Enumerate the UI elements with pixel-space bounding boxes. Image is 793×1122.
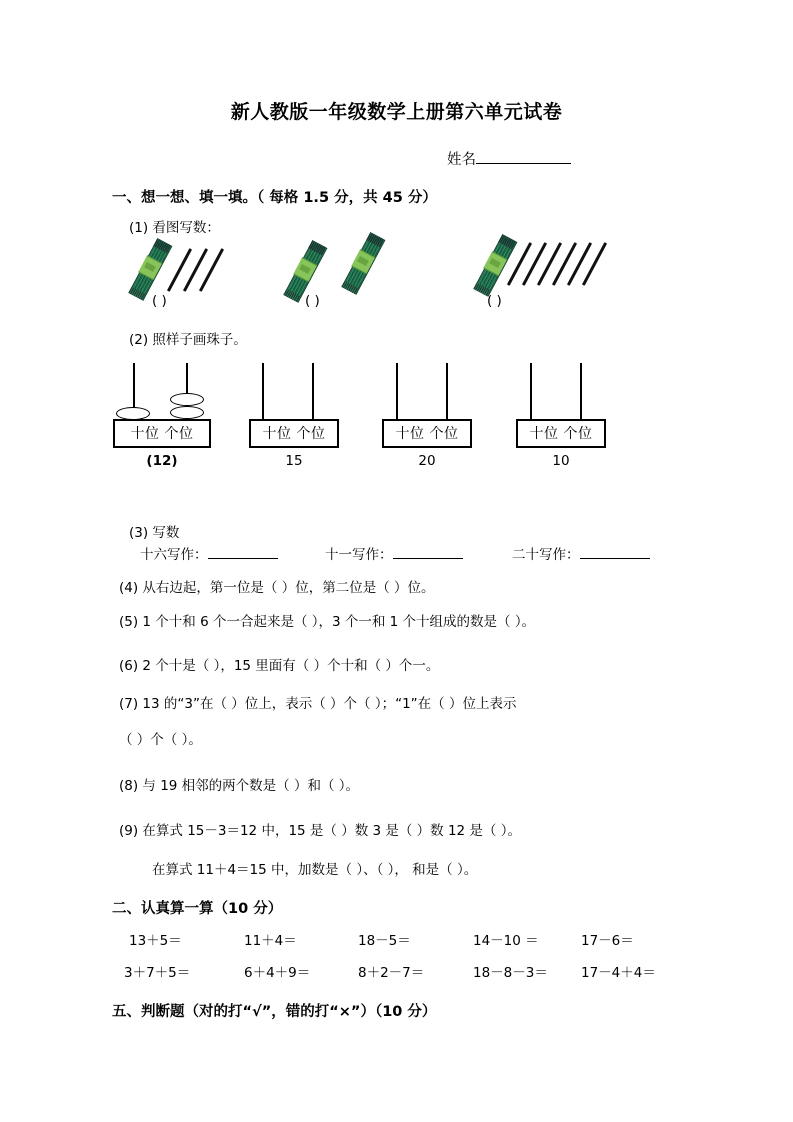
place-value-box bbox=[113, 419, 211, 448]
q1-label: (1) 看图写数： bbox=[129, 220, 220, 236]
ones-rod bbox=[580, 363, 582, 420]
q7-text-line1[interactable]: (7) 13 的“3”在（ ）位上，表示（ ）个（ ）；“1”在（ ）位上表示 bbox=[119, 696, 517, 712]
frame-caption: 20 bbox=[418, 453, 436, 469]
calc-problem[interactable]: 3＋7＋5＝ bbox=[124, 965, 191, 981]
calc-problem[interactable]: 11＋4＝ bbox=[244, 933, 297, 949]
place-value-labels: 十位 个位 bbox=[262, 425, 326, 442]
place-value-box bbox=[382, 419, 472, 448]
tens-rod bbox=[530, 363, 532, 420]
place-value-box bbox=[249, 419, 339, 448]
pencil-bundle-icon bbox=[341, 232, 383, 294]
q3-prompt-2 bbox=[325, 543, 463, 563]
place-value-labels: 十位 个位 bbox=[130, 425, 194, 442]
name-label: 姓名 bbox=[447, 152, 476, 168]
place-value-labels: 十位 个位 bbox=[529, 425, 593, 442]
q3-blank-1[interactable] bbox=[208, 544, 278, 559]
tens-rod bbox=[262, 363, 264, 420]
q8-text[interactable]: (8) 与 19 相邻的两个数是（ ）和（ ）。 bbox=[119, 778, 360, 794]
calc-problem[interactable]: 18－5＝ bbox=[358, 933, 411, 949]
calc-row-2 bbox=[124, 961, 656, 981]
bead bbox=[170, 406, 204, 419]
q3-prompt-3-text: 二十写作： bbox=[512, 547, 580, 563]
tens-rod bbox=[396, 363, 398, 420]
q3-prompt-1 bbox=[140, 543, 278, 563]
q3-label: (3) 写数 bbox=[129, 525, 180, 541]
section1-heading: 一、想一想、填一填。（ 每格 1.5 分，共 45 分） bbox=[112, 190, 437, 206]
q3-prompt-2-text: 十一写作： bbox=[325, 547, 393, 563]
q9-text-line1[interactable]: (9) 在算式 15－3＝12 中，15 是（ ）数 3 是（ ）数 12 是（ ）。 bbox=[119, 823, 521, 839]
q3-blank-3[interactable] bbox=[580, 544, 650, 559]
q2-label: (2) 照样子画珠子。 bbox=[129, 332, 247, 348]
section2-heading: 二、认真算一算（10 分） bbox=[112, 901, 283, 917]
calc-problem[interactable]: 17－6＝ bbox=[581, 933, 634, 949]
frame-caption: 10 bbox=[552, 453, 570, 469]
q6-text[interactable]: (6) 2 个十是（ ），15 里面有（ ）个十和（ ）个一。 bbox=[119, 658, 440, 674]
calc-problem[interactable]: 13＋5＝ bbox=[129, 933, 182, 949]
calc-problem[interactable]: 18－8－3＝ bbox=[473, 965, 548, 981]
ones-rod bbox=[312, 363, 314, 420]
place-value-labels: 十位 个位 bbox=[395, 425, 459, 442]
page-title: 新人教版一年级数学上册第六单元试卷 bbox=[230, 101, 563, 123]
calc-problem[interactable]: 6＋4＋9＝ bbox=[244, 965, 311, 981]
q1-answer-1[interactable]: ( ) bbox=[152, 293, 167, 309]
frame-caption: 15 bbox=[285, 453, 303, 469]
pencil-bundle-icon bbox=[128, 238, 170, 300]
bead bbox=[170, 393, 204, 406]
name-field-row bbox=[0, 148, 793, 169]
q9-text-line2[interactable]: 在算式 11＋4＝15 中，加数是（ ）、（ ）， 和是（ ）。 bbox=[152, 862, 478, 878]
ones-rod bbox=[446, 363, 448, 420]
calc-problem[interactable]: 14－10 ＝ bbox=[473, 933, 539, 949]
calc-problem[interactable]: 17－4＋4＝ bbox=[581, 965, 656, 981]
q3-prompt-1-text: 十六写作： bbox=[140, 547, 208, 563]
q4-text[interactable]: (4) 从右边起，第一位是（ ）位，第二位是（ ）位。 bbox=[119, 580, 435, 596]
pencil-bundle-icon bbox=[473, 234, 515, 296]
calc-row-1 bbox=[129, 929, 634, 949]
section5-heading: 五、判断题（对的打“√”，错的打“×”）（10 分） bbox=[112, 1004, 437, 1020]
q5-text[interactable]: (5) 1 个十和 6 个一合起来是（ ），3 个一和 1 个十组成的数是（ ）。 bbox=[119, 614, 536, 630]
q1-answer-2[interactable]: ( ) bbox=[305, 293, 320, 309]
name-input-blank[interactable] bbox=[476, 148, 571, 164]
q3-blank-2[interactable] bbox=[393, 544, 463, 559]
place-value-box bbox=[516, 419, 606, 448]
q1-answer-3[interactable]: ( ) bbox=[487, 293, 502, 309]
q7-text-line2[interactable]: （ ）个（ ）。 bbox=[119, 732, 202, 748]
q3-prompt-3 bbox=[512, 543, 650, 563]
frame-caption: (12) bbox=[146, 453, 178, 469]
calc-problem[interactable]: 8＋2－7＝ bbox=[358, 965, 425, 981]
